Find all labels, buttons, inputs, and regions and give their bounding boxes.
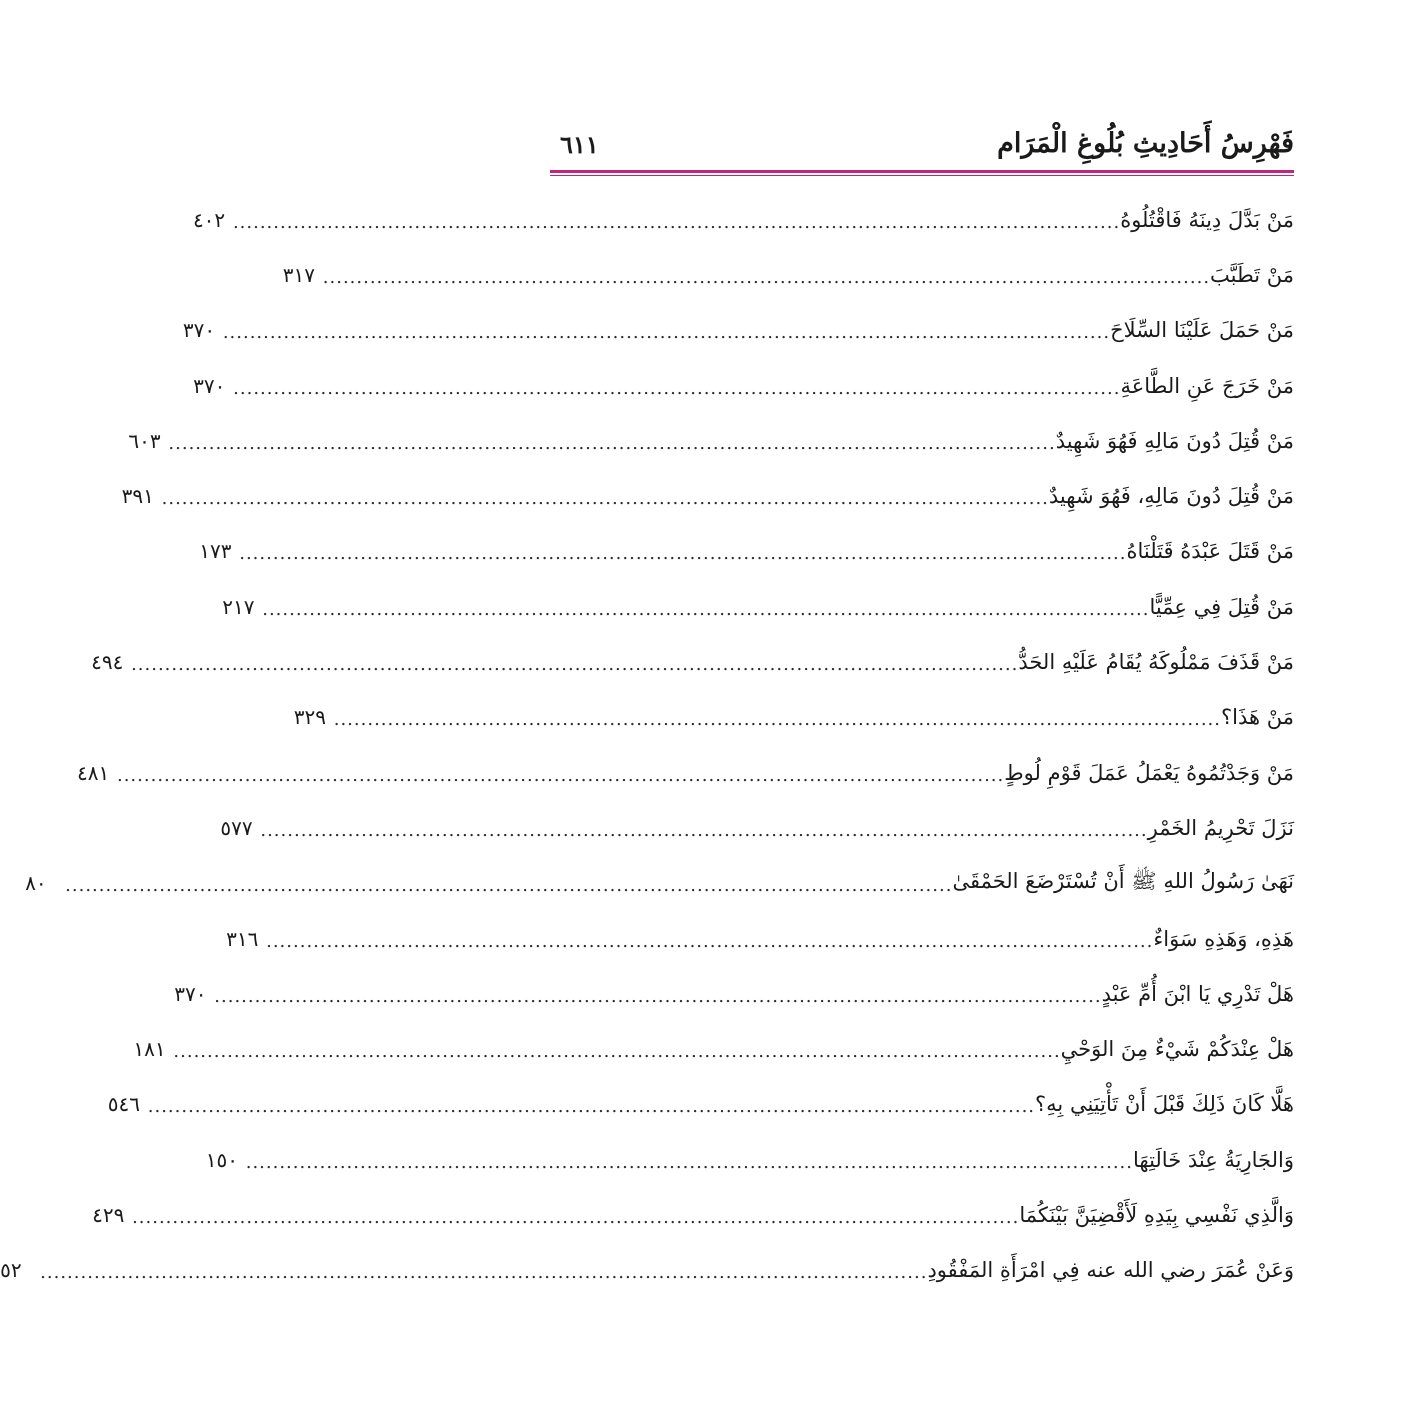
entry-page-number: ٢١٧ <box>222 594 255 619</box>
hadith-index-list <box>0 192 1294 1298</box>
entry-text: مَنْ حَمَلَ عَلَيْنَا السِّلَاحَ <box>1110 318 1294 343</box>
entry-page-number: ٣٧٠ <box>193 373 226 398</box>
entry-text: هَلْ تَدْرِي يَا ابْنَ أُمِّ عَبْدٍ <box>1101 981 1294 1006</box>
entry-page-number: ٣٩١ <box>121 484 154 509</box>
entry-page-number: ٥٤٦ <box>107 1092 140 1117</box>
index-entry <box>199 524 1294 579</box>
entry-text: نَزَلَ تَحْرِيمُ الخَمْرِ <box>1147 815 1294 840</box>
dot-leader: .................................................................................................................................... <box>222 322 1111 344</box>
dot-leader: .................................................................................................................................... <box>233 377 1121 399</box>
index-entry <box>91 634 1294 689</box>
entry-text: مَنْ قَتَلَ عَبْدَهُ قَتَلْنَاهُ <box>1126 539 1294 564</box>
index-entry <box>282 247 1294 302</box>
entry-page-number: ٦٠٣ <box>128 428 161 453</box>
entry-text: وَعَنْ عُمَرَ رضي الله عنه فِي امْرَأَةِ المَفْقُودِ <box>927 1258 1294 1283</box>
index-entry <box>92 1187 1294 1242</box>
entry-page-number: ٥٢ <box>0 1258 22 1283</box>
dot-leader: .................................................................................................................................... <box>232 211 1121 233</box>
entry-text: مَنْ قُتِلَ دُونَ مَالِهِ فَهُوَ شَهِيدٌ <box>1055 428 1294 453</box>
index-entry <box>121 468 1294 523</box>
dot-leader: .................................................................................................................................... <box>168 432 1056 454</box>
entry-text: وَالجَارِيَةُ عِنْدَ خَالَتِهَا <box>1132 1147 1294 1172</box>
dot-leader: .................................................................................................................................... <box>40 1262 928 1284</box>
dot-leader: .................................................................................................................................... <box>173 1041 1061 1063</box>
entry-page-number: ٣٢٩ <box>293 705 326 730</box>
entry-page-number: ٤٨١ <box>76 760 110 785</box>
index-entry <box>220 800 1294 855</box>
entry-page-number: ٣٧٠ <box>174 981 207 1006</box>
entry-page-number: ٤٠٢ <box>192 207 226 232</box>
entry-page-number: ٥٧٧ <box>220 815 253 840</box>
dot-leader: .................................................................................................................................... <box>262 598 1150 620</box>
index-entry <box>193 358 1294 413</box>
dot-leader: .................................................................................................................................... <box>214 985 1102 1007</box>
dot-leader: .................................................................................................................................... <box>116 764 1005 786</box>
header-rule-thin <box>550 175 1294 176</box>
dot-leader: .................................................................................................................................... <box>266 930 1154 952</box>
index-entry <box>182 303 1294 358</box>
entry-page-number: ٣١٦ <box>226 926 259 951</box>
index-entry <box>107 1077 1294 1132</box>
dot-leader: .................................................................................................................................... <box>333 709 1221 731</box>
dot-leader: .................................................................................................................................... <box>161 488 1049 510</box>
dot-leader: .................................................................................................................................... <box>131 654 1019 676</box>
entry-text: هَذِهِ، وَهَذِهِ سَوَاءٌ <box>1153 926 1294 951</box>
index-entry <box>133 1021 1294 1076</box>
dot-leader: .................................................................................................................................... <box>132 1206 1020 1228</box>
index-entry <box>76 745 1294 800</box>
page-header <box>550 118 1294 168</box>
index-entry <box>0 1243 1294 1298</box>
dot-leader: .................................................................................................................................... <box>147 1096 1036 1118</box>
entry-page-number: ١٨١ <box>133 1037 166 1062</box>
index-entry <box>128 413 1294 468</box>
index-entry <box>222 579 1294 634</box>
entry-text: مَنْ قَذَفَ مَمْلُوكَهُ يُقَامُ عَلَيْهِ الحَدُّ <box>1018 650 1294 675</box>
entry-page-number: ٨٠ <box>25 871 47 896</box>
entry-text: مَنْ قُتِلَ فِي عِمِّيًّا <box>1149 594 1294 619</box>
index-entry <box>226 911 1294 966</box>
entry-page-number: ٣١٧ <box>282 262 316 287</box>
entry-page-number: ٤٢٩ <box>92 1202 125 1227</box>
dot-leader: .................................................................................................................................... <box>322 266 1211 288</box>
index-entry <box>192 192 1294 247</box>
index-entry <box>25 856 1294 911</box>
index-entry <box>205 1132 1294 1187</box>
entry-text: مَنْ تَطَبَّبَ <box>1210 262 1294 287</box>
entry-page-number: ١٧٣ <box>199 539 232 564</box>
header-rule-thick <box>550 170 1294 173</box>
entry-page-number: ٣٧٠ <box>182 318 216 343</box>
index-page <box>0 118 1294 1284</box>
entry-text: مَنْ قُتِلَ دُونَ مَالِهِ، فَهُوَ شَهِيدٌ <box>1048 484 1294 509</box>
entry-text: هَلْ عِنْدَكُمْ شَيْءٌ مِنَ الوَحْيِ <box>1060 1037 1294 1062</box>
dot-leader: .................................................................................................................................... <box>260 819 1148 841</box>
entry-text: مَنْ خَرَجَ عَنِ الطَّاعَةِ <box>1120 373 1294 398</box>
page-title: فَهْرِسُ أَحَادِيثِ بُلُوغِ الْمَرَام <box>997 128 1294 159</box>
index-entry <box>293 690 1294 745</box>
dot-leader: .................................................................................................................................... <box>239 543 1127 565</box>
entry-text: نَهَىٰ رَسُولُ اللهِ ﷺ أَنْ تُسْتَرْضَعَ الحَمْقَىٰ <box>952 868 1294 893</box>
entry-page-number: ١٥٠ <box>205 1147 238 1172</box>
entry-text: هَلَّا كَانَ ذَلِكَ قَبْلَ أَنْ تَأْتِيَنِي بِهِ؟ <box>1035 1092 1294 1117</box>
entry-text: مَنْ هَذَا؟ <box>1221 705 1294 730</box>
entry-page-number: ٤٩٤ <box>91 650 124 675</box>
dot-leader: .................................................................................................................................... <box>65 875 953 897</box>
dot-leader: .................................................................................................................................... <box>245 1151 1133 1173</box>
entry-text: مَنْ وَجَدْتُمُوهُ يَعْمَلُ عَمَلَ قَوْمِ لُوطٍ <box>1004 760 1294 785</box>
page-number: ٦١١ <box>560 130 599 159</box>
entry-text: وَالَّذِي نَفْسِي بِيَدِهِ لَأَقْضِيَنَّ بَيْنَكُمَا <box>1019 1202 1294 1227</box>
entry-text: مَنْ بَدَّلَ دِينَهُ فَاقْتُلُوهُ <box>1120 207 1294 232</box>
index-entry <box>174 966 1294 1021</box>
